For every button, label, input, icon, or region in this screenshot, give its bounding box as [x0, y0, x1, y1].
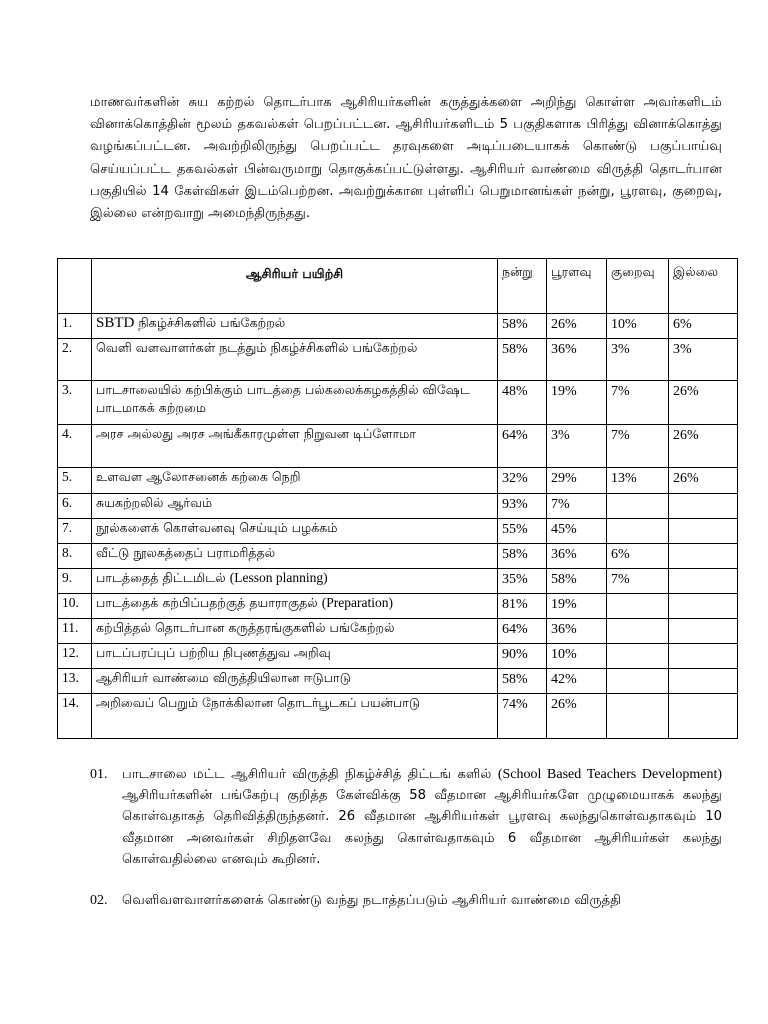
row-item-text: நிகழ்ச்சிகளில் பங்கேற்றல் — [134, 315, 286, 330]
row-number: 8. — [58, 544, 92, 569]
teacher-training-table — [57, 258, 738, 739]
row-none — [669, 519, 738, 544]
row-good: 64% — [498, 619, 547, 644]
table-row — [58, 594, 738, 619]
row-number: 7. — [58, 519, 92, 544]
row-good: 93% — [498, 494, 547, 519]
row-none — [669, 694, 738, 739]
row-none: 6% — [669, 314, 738, 339]
row-low — [607, 694, 669, 739]
table-row — [58, 644, 738, 669]
numbered-paragraph — [90, 890, 722, 911]
row-none — [669, 644, 738, 669]
row-number: 5. — [58, 468, 92, 494]
row-good: 81% — [498, 594, 547, 619]
row-number: 2. — [58, 339, 92, 381]
row-good: 64% — [498, 425, 547, 468]
row-none: 3% — [669, 339, 738, 381]
header-item: ஆசிரியர் பயிற்சி — [92, 259, 498, 314]
table-row — [58, 544, 738, 569]
row-good: 74% — [498, 694, 547, 739]
row-number: 1. — [58, 314, 92, 339]
row-low — [607, 619, 669, 644]
header-partial: பூரளவு — [547, 259, 607, 314]
table-row — [58, 425, 738, 468]
row-low: 13% — [607, 468, 669, 494]
row-partial: 58% — [547, 569, 607, 594]
row-none — [669, 619, 738, 644]
row-low — [607, 519, 669, 544]
row-low: 3% — [607, 339, 669, 381]
row-partial: 19% — [547, 381, 607, 425]
row-partial: 29% — [547, 468, 607, 494]
row-number: 10. — [58, 594, 92, 619]
row-item: பாடப்பரப்புப் பற்றிய நிபுணத்துவ அறிவு — [92, 644, 498, 669]
row-none — [669, 669, 738, 694]
row-low — [607, 669, 669, 694]
header-low: குறைவு — [607, 259, 669, 314]
row-item-text: பாடத்தைக் கற்பிப்பதற்குத் தயாராகுதல் — [96, 595, 322, 610]
table-row — [58, 468, 738, 494]
row-good: 58% — [498, 669, 547, 694]
row-good: 35% — [498, 569, 547, 594]
row-item: பாடசாலையில் கற்பிக்கும் பாடத்தை பல்கலைக்கழகத்தில் விஷேட பாடமாகக் கற்றமை — [92, 381, 498, 425]
row-item — [92, 314, 498, 339]
row-low — [607, 644, 669, 669]
row-number: 14. — [58, 694, 92, 739]
row-number: 4. — [58, 425, 92, 468]
row-partial: 26% — [547, 314, 607, 339]
row-item: வெளி வளவாளர்கள் நடத்தும் நிகழ்ச்சிகளில் பங்கேற்றல் — [92, 339, 498, 381]
paragraph-text-part: ஆசிரியர்களின் பங்கேற்பு குறித்த கேள்விக்கு 58 வீதமான ஆசிரியர்களே முழுமையாகக் கலந்து கொள்வதாகத் தெரிவித்திருந்தனர். 26 வீதமான ஆசிரியர்கள் பூரளவு கலந்துகொள்வதாகவும் 10 வீதமான அனவர்கள் சிறிதளவே கலந்து கொள்வதாகவும் 6 வீதமான ஆசிரியர்கள் கலந்து கொள்வதில்லை எனவும் கூறினர். — [122, 788, 722, 867]
row-partial: 3% — [547, 425, 607, 468]
row-item: கற்பித்தல் தொடர்பான கருத்தரங்குகளில் பங்கேற்றல் — [92, 619, 498, 644]
row-partial: 10% — [547, 644, 607, 669]
row-none — [669, 544, 738, 569]
row-item — [92, 569, 498, 594]
row-low: 7% — [607, 381, 669, 425]
row-none — [669, 494, 738, 519]
table-row — [58, 519, 738, 544]
table-row — [58, 569, 738, 594]
paragraph-number: 02. — [90, 893, 108, 909]
numbered-paragraph — [90, 764, 722, 870]
header-good: நன்று — [498, 259, 547, 314]
row-low: 7% — [607, 569, 669, 594]
row-partial: 26% — [547, 694, 607, 739]
row-item: அரச அல்லது அரச அங்கீகாரமுள்ள நிறுவன டிப்ளோமா — [92, 425, 498, 468]
row-partial: 19% — [547, 594, 607, 619]
row-low: 10% — [607, 314, 669, 339]
row-low — [607, 494, 669, 519]
row-good: 90% — [498, 644, 547, 669]
numbered-paragraphs — [90, 764, 722, 911]
table-row — [58, 494, 738, 519]
row-item: வீட்டு நூலகத்தைப் பராமரித்தல் — [92, 544, 498, 569]
row-number: 3. — [58, 381, 92, 425]
row-none — [669, 594, 738, 619]
row-number: 9. — [58, 569, 92, 594]
row-number: 11. — [58, 619, 92, 644]
row-item — [92, 594, 498, 619]
table-row — [58, 339, 738, 381]
row-partial: 36% — [547, 339, 607, 381]
row-item-text: பாடத்தைத் திட்டமிடல் — [96, 570, 230, 585]
row-good: 55% — [498, 519, 547, 544]
row-good: 58% — [498, 314, 547, 339]
row-low: 6% — [607, 544, 669, 569]
row-none: 26% — [669, 381, 738, 425]
row-item: சுயகற்றலில் ஆர்வம் — [92, 494, 498, 519]
intro-paragraph: மாணவர்களின் சுய கற்றல் தொடர்பாக ஆசிரியர்களின் கருத்துக்களை அறிந்து கொள்ள அவர்களிடம் வினாக்கொத்தின் மூலம் தகவல்கள் பெறப்பட்டன. ஆசிரியர்களிடம் 5 பகுதிகளாக பிரித்து வினாக்கொத்து வழங்கப்பட்டன. அவற்றிலிருந்து பெறப்பட்ட தரவுகளை அடிப்படையாகக் கொண்டு பகுப்பாய்வு செய்யப்பட்ட தகவல்கள் பின்வருமாறு தொகுக்கப்பட்டுள்ளது. ஆசிரியர் வாண்மை விருத்தி தொடர்பான பகுதியில் 14 கேள்விகள் இடம்பெற்றன. அவற்றுக்கான புள்ளிப் பெறுமானங்கள் நன்று, பூரளவு, குறைவு, இல்லை என்றவாறு அமைந்திருந்தது. — [90, 95, 722, 222]
row-item: ஆசிரியர் வாண்மை விருத்தியிலான ஈடுபாடு — [92, 669, 498, 694]
table-row — [58, 669, 738, 694]
row-partial: 42% — [547, 669, 607, 694]
paragraph-number: 01. — [90, 767, 108, 782]
row-item: உளவள ஆலோசனைக் கற்கை நெறி — [92, 468, 498, 494]
row-number: 12. — [58, 644, 92, 669]
row-none — [669, 569, 738, 594]
paragraph-text-part: வெளிவளவாளர்களைக் கொண்டு வந்து நடாத்தப்படும் ஆசிரியர் வாண்மை விருத்தி — [122, 893, 622, 909]
row-good: 58% — [498, 339, 547, 381]
row-number: 13. — [58, 669, 92, 694]
row-item-acronym: SBTD — [96, 315, 135, 331]
paragraph-text-part: பாடசாலை மட்ட ஆசிரியர் விருத்தி நிகழ்ச்சித் திட்டங் களில் — [122, 767, 498, 782]
row-item-english: (Preparation) — [321, 595, 393, 610]
row-item: அறிவைப் பெறும் நோக்கிலான தொடர்பூடகப் பயன்பாடு — [92, 694, 498, 739]
table-header-row — [58, 259, 738, 314]
table-row — [58, 619, 738, 644]
row-item-english: (Lesson planning) — [229, 570, 328, 585]
row-good: 58% — [498, 544, 547, 569]
row-none: 26% — [669, 468, 738, 494]
row-good: 48% — [498, 381, 547, 425]
row-partial: 36% — [547, 544, 607, 569]
table-row — [58, 314, 738, 339]
header-none: இல்லை — [669, 259, 738, 314]
row-number: 6. — [58, 494, 92, 519]
row-partial: 7% — [547, 494, 607, 519]
row-item: நூல்களைக் கொள்வனவு செய்யும் பழக்கம் — [92, 519, 498, 544]
row-none: 26% — [669, 425, 738, 468]
table-row — [58, 694, 738, 739]
table-row — [58, 381, 738, 425]
row-good: 32% — [498, 468, 547, 494]
header-no-cell — [58, 259, 92, 314]
row-low: 7% — [607, 425, 669, 468]
row-low — [607, 594, 669, 619]
paragraph-english-term: (School Based Teachers Development) — [497, 767, 722, 782]
row-partial: 36% — [547, 619, 607, 644]
row-partial: 45% — [547, 519, 607, 544]
